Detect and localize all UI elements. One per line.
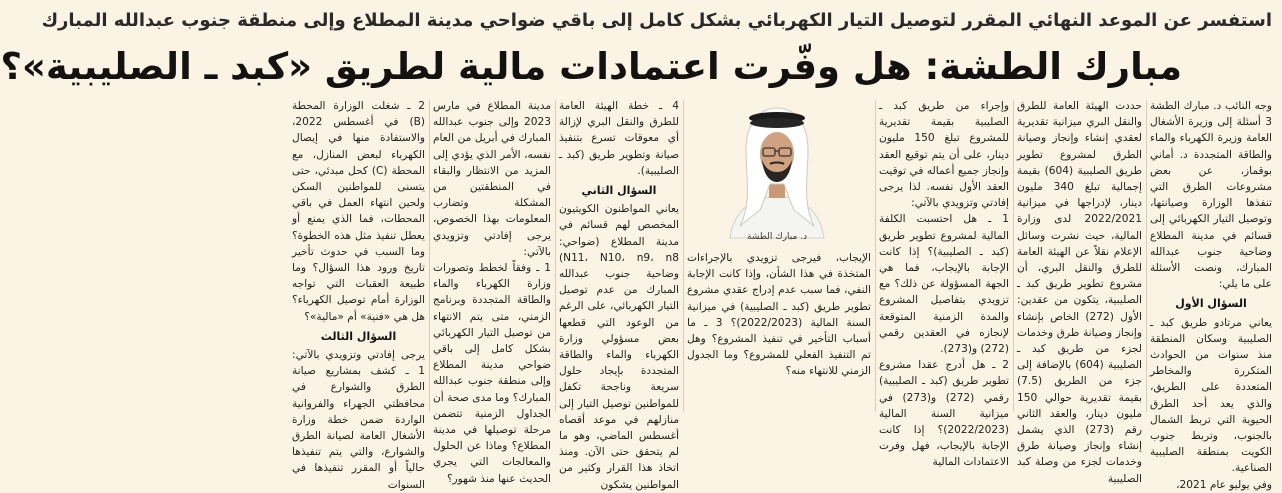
paragraph: الإيجاب، فيرجى تزويدي بالإجراءات المتخذة في هذا الشأن، وإذا كانت الإجابة النفي، فما سبب عدم إدراج عقدي مشروع تطوير طريق (كبد ـ الصليبية) في ميزانية السنة المالية (2022/2023)؟ 3 ـ ما أسباب التأخير في تنفيذ المشروع؟ وهل تم التنفيذ الفعلي للمشروع؟ وما الجدول الزمني للانتهاء منه؟ [687,252,872,378]
article-column-7 [292,98,425,491]
subheadline: استفسر عن الموعد النهائي المقرر لتوصيل التيار الكهربائي بشكل كامل إلى باقي ضواحي مدينة المطلاع وإلى منطقة جنوب عبدالله المبارك [41,10,1272,31]
paragraph: 2 ـ شغلت الوزارة المحطة (B) في أغسطس 2022، والاستفادة منها في إيصال الكهرباء لبعض المنازل، مع المحطة (C) كحل مبدئي، حتى يتسنى للمواطنين السكن ولحين انتهاء العمل في باقي المحطات، فما الذي يمنع أو يعطل تنفيذ مثل هذه الخطوة؟ وما السبب في حدوث تأخير تاريخ ورود هذا السؤال؟ وما طبيعة العقبات التي تواجه الوزارة أمام توصيل الكهرباء؟ هل هي «فنية» أم «مالية»؟ [292,100,425,323]
article-column-3 [879,98,1010,469]
article-column-6 [433,98,551,485]
headline: مبارك الطشة: هل وفّرت اعتمادات مالية لطريق «كبد ـ الصليبية»؟ [0,45,1182,88]
paragraph: مدينة المطلاع في مارس 2023 وإلى جنوب عبدالله المبارك في أبريل من العام نفسه، الأمر الذي يؤدي إلى المزيد من الانتظار والبقاء في المنطقتين من المشكلة وتضارب المعلومات بهذا الخصوص، يرجى إفادتي وتزويدي بالآتي: [433,100,551,258]
section-heading: السؤال الثاني [581,184,657,198]
paragraph: 1 ـ وفقاً لخطط وتصورات وزارة الكهرباء والماء والطاقة المتجددة وبرنامج الزمني، متى يتم الانتهاء من توصيل التيار الكهربائي بشكل كامل إلى باقي ضواحي مدينة المطلاع وإلى منطقة جنوب عبدالله المبارك؟ وما مدى صحة أن الجداول الزمنية تتضمن مرحلة توصيلها في مدينة المطلاع؟ وماذا عن الحلول والمعالجات التي يجري الحديث عنها منذ شهور؟ [433,262,551,485]
paragraph: وجه النائب د. مبارك الطشة 3 أسئلة إلى وزيرة الأشغال العامة وزيرة الكهرباء والماء والطاقة المتجددة د. أماني بوقماز، عن بعض مشروعات الطرق التي تنفذها الوزارة وصيانتها، وتوصيل التيار الكهربائي إلى قسائم في مدينة المطلاع وضاحية جنوب عبدالله المبارك، ونصت الأسئلة على ما يلي: [1150,100,1272,291]
column-rule [683,100,684,412]
author-photo [722,98,832,248]
paragraph: حددت الهيئة العامة للطرق والنقل البري ميزانية تقديرية لعقدي إنشاء وإنجاز وصيانة الطرق لمشروع تطوير طريق الصليبية (604) بقيمة إجمالية تبلغ 340 مليون دينار، لإدراجها في ميزانية 2022/2021 لدى وزارة المالية، حيث نشرت وسائل الإعلام نقلاً عن الهيئة العامة للطرق والنقل البري، أن مشروع تطوير طريق كبد ـ الصليبية، يتكون من عقدين: الأول (272) الخاص بإنشاء وإنجاز وصيانة طرق وخدمات لجزء من طريق كبد ـ الصليبية (604) بالإضافة إلى جزء من الطريق (7.5) بقيمة تقديرية حوالي 150 مليون دينار، والعقد الثاني رقم (273) الذي يشمل إنشاء وإنجاز وصيانة طرق وخدمات لجزء من وصلة كبد الصليبية [1017,100,1142,485]
portrait-illustration [722,98,832,238]
paragraph: يعاني مرتادو طريق كبد ـ الصليبية وسكان المنطقة منذ سنوات من الحوادث المتكررة والمخاطر المتعددة على الطريق، والذي يعد أحد الطرق الحيوية التي تربط الشمال بالجنوب، وتربط جنوب الكويت بمنطقة الصليبية الصناعية. [1150,316,1272,475]
photo-caption: د. مبارك الطشة [746,232,808,242]
paragraph: 4 ـ خطة الهيئة العامة للطرق والنقل البري لإزالة أي معوقات تسرع بتنفيذ صيانة وتطوير طريق (كبد ـ الصليبية). [559,100,679,177]
paragraph: 1 ـ هل احتسبت الكلفة المالية لمشروع تطوير طريق (كبد ـ الصليبية)؟ إذا كانت الإجابة بالإيجاب، فما هي الجهة المسؤولة عن ذلك؟ مع تزويدي بتفاصيل المشروع والمدة الزمنية المتوقعة لإنجازه في العقدين رقمي (272) و(273). [879,213,1009,356]
paragraph: وإجراء من طريق كبد ـ الصليبية بقيمة تقديرية للمشروع تبلغ 150 مليون دينار، على أن يتم توقيع العقد وإنجاز جميع أعماله في توقيت العقد الأول نفسه. لذا يرجى إفادتي وتزويدي بالآتي: [879,100,1010,210]
section-heading: السؤال الأول [1175,297,1247,311]
article-column-2 [1017,98,1142,485]
column-rule [1013,100,1014,412]
column-rule [555,100,556,412]
article-column-5 [559,98,679,491]
paragraph: يرجى إفادتي وتزويدي بالآتي: 1 ـ كشف بمشاريع صيانة الطرق والشوارع في محافظتي الجهراء والفروانية الواردة ضمن خطة وزارة الأشغال العامة لصيانة الطرق والشوارع، والتي يتم تنفيذها حالياً أو المقرر تنفيذها في السنوات [292,349,425,491]
column-rule [429,100,430,412]
paragraph: وفي يوليو عام 2021، [1176,478,1272,491]
paragraph: 2 ـ هل أدرج عقدا مشروع تطوير طريق (كبد ـ الصليبية) رقمي (272) و(273) في ميزانية السنة المالية (2022/2023)؟ إذا كانت الإجابة بالإيجاب، فهل وفرت الاعتمادات المالية [879,359,1009,469]
column-rule [875,100,876,412]
article-column-4 [687,250,871,414]
paragraph: يعاني المواطنون الكويتيون المخصص لهم قسائم في مدينة المطلاع (ضواحي: N11، N10، n9، n8) وضاحية جنوب عبدالله المبارك من عدم توصيل التيار الكهربائي، على الرغم من الوعود التي قطعها بعض مسؤولي وزارة الكهرباء والماء والطاقة المتجددة بإيجاد حلول سريعة وناجحة تكفل للمواطنين توصيل التيار إلى منازلهم في موعد أقصاه أغسطس الماضي، وهو ما لم يتحقق حتى الآن. ومنذ اتخاذ هذا القرار وكثير من المواطنين يشكون [559,203,679,491]
section-heading: السؤال الثالث [320,329,397,343]
column-rule [1146,100,1147,412]
article-column-1 [1150,98,1272,491]
